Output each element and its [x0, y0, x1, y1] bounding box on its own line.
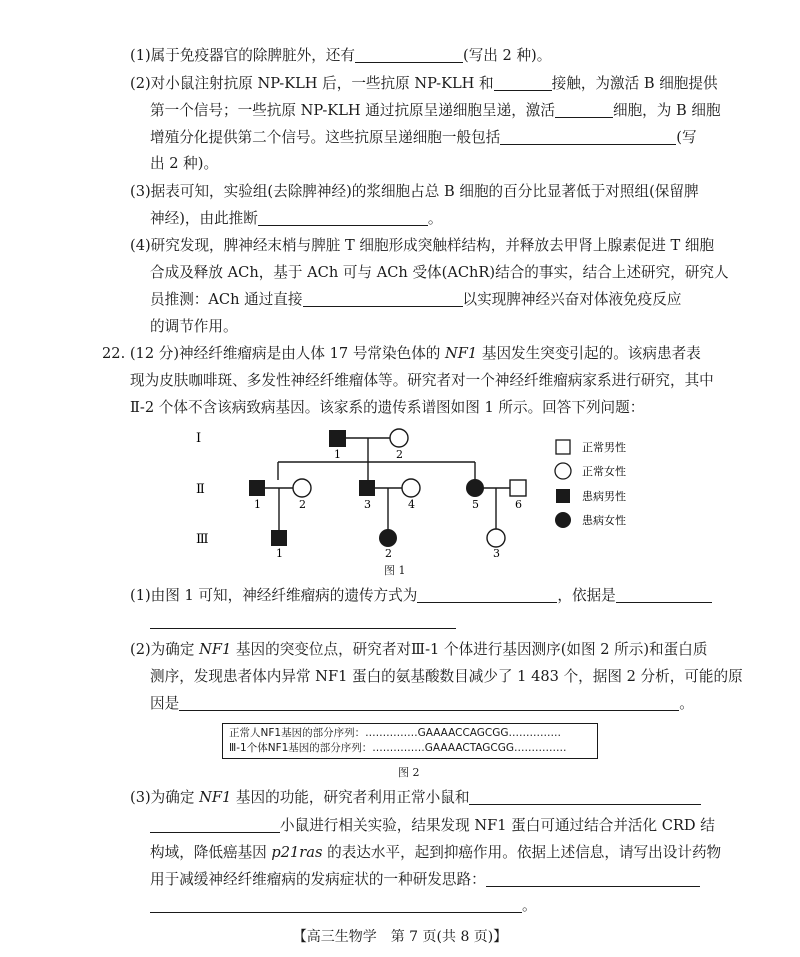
gen2-6-normal-male — [510, 480, 526, 496]
q21-part4-line3: 员推测：ACh 通过直接 以实现脾神经兴奋对体液免疫反应 — [150, 291, 682, 308]
gen3-2-affected-female — [379, 529, 397, 547]
q22-intro-line1: 22. (12 分)神经纤维瘤病是由人体 17 号常染色体的 NF1 基因发生突变引起的。该病患者表 — [102, 345, 701, 362]
svg-text:2: 2 — [396, 448, 403, 461]
q22-sub1-line1: (1)由图 1 可知，神经纤维瘤病的遗传方式为 ，依据是 — [130, 586, 712, 606]
gen1-normal-female — [390, 429, 408, 447]
svg-text:2: 2 — [299, 498, 306, 511]
q21-part3-line2: 神经)，由此推断 。 — [150, 210, 443, 227]
legend-normal-male-symbol — [556, 440, 570, 454]
svg-text:2: 2 — [385, 547, 392, 560]
svg-text:1: 1 — [254, 498, 261, 511]
q21-part4-line4: 的调节作用。 — [150, 318, 238, 335]
legend-normal-male: 正常男性 — [582, 441, 626, 454]
q22-sub3-line3: 构域，降低癌基因 p21ras 的表达水平，起到抑癌作用。依据上述信息，请写出设计药物 — [150, 844, 722, 861]
legend-normal-female: 正常女性 — [582, 465, 626, 478]
q21-part2-line2: 第一个信号；一些抗原 NP-KLH 通过抗原呈递细胞呈递，激活 细胞，为 B 细胞 — [150, 102, 721, 119]
gen2-1-affected-male — [249, 480, 265, 496]
q21-part2-line3: 增殖分化提供第二个信号。这些抗原呈递细胞一般包括 (写 — [150, 129, 697, 146]
svg-text:3: 3 — [364, 498, 371, 511]
q21-part4-line1: (4)研究发现，脾神经末梢与脾脏 T 细胞形成突触样结构，并释放去甲肾上腺素促进 T 细胞 — [130, 237, 715, 254]
figure1-caption: 图 1 — [384, 564, 406, 577]
q22-sub2-line1: (2)为确定 NF1 基因的突变位点，研究者对Ⅲ-1 个体进行基因测序(如图 2 所示)和蛋白质 — [130, 641, 708, 658]
q22-sub3-line5: 。 — [150, 896, 537, 916]
q22-intro-line3: Ⅱ-2 个体不含该病致病基因。该家系的遗传系谱图如图 1 所示。回答下列问题： — [130, 399, 645, 416]
gen3-1-affected-male — [271, 530, 287, 546]
sequence-normal: 正常人NF1基因的部分序列：……………GAAAACCAGCGG…………… — [229, 727, 562, 739]
page-footer: 【高三生物学 第 7 页(共 8 页)】 — [292, 929, 508, 945]
q21-part2-line1: (2)对小鼠注射抗原 NP-KLH 后，一些抗原 NP-KLH 和 接触，为激活 B 细胞提供 — [130, 75, 718, 92]
gen2-4-normal-female — [402, 479, 420, 497]
q22-sub2-line2: 测序，发现患者体内异常 NF1 蛋白的氨基酸数目减少了 1 483 个，据图 2 分析，可能的原 — [150, 668, 743, 685]
svg-text:6: 6 — [515, 498, 522, 511]
gen2-2-normal-female — [293, 479, 311, 497]
q22-sub3-line4: 用于减缓神经纤维瘤病的发病症状的一种研发思路： — [150, 870, 700, 890]
q22-sub3-line2: 小鼠进行相关实验，结果发现 NF1 蛋白可通过结合并活化 CRD 结 — [150, 816, 715, 836]
q21-part1: (1)属于免疫器官的除脾脏外，还有 (写出 2 种)。 — [130, 47, 552, 64]
legend-affected-male-symbol — [556, 489, 570, 503]
q22-sub3-line1: (3)为确定 NF1 基因的功能，研究者利用正常小鼠和 — [130, 788, 701, 808]
gen-label-1: Ⅰ — [196, 431, 202, 446]
sequence-figure — [222, 723, 598, 759]
legend-affected-female-symbol — [555, 512, 571, 528]
gen-label-2: Ⅱ — [196, 482, 205, 497]
gen2-3-affected-male — [359, 480, 375, 496]
legend-affected-female: 患病女性 — [582, 514, 626, 527]
q21-part4-line2: 合成及释放 ACh，基于 ACh 可与 ACh 受体(AChR)结合的事实，结合上述研究，研究人 — [150, 264, 729, 281]
figure2-caption: 图 2 — [398, 766, 420, 779]
legend-affected-male: 患病男性 — [582, 490, 626, 503]
legend-normal-female-symbol — [555, 463, 571, 479]
q22-sub1-line2 — [150, 612, 456, 632]
q21-part2-line4: 出 2 种)。 — [150, 155, 219, 172]
svg-text:1: 1 — [276, 547, 283, 560]
q21-part3-line1: (3)据表可知，实验组(去除脾神经)的浆细胞占总 B 细胞的百分比显著低于对照组(保留脾 — [130, 183, 699, 200]
svg-text:5: 5 — [472, 498, 479, 511]
gen-label-3: Ⅲ — [196, 532, 209, 547]
svg-text:3: 3 — [493, 547, 500, 560]
gen2-5-affected-female — [466, 479, 484, 497]
sequence-patient: Ⅲ-1个体NF1基因的部分序列：……………GAAAACTAGCGG…………… — [229, 742, 567, 754]
gen3-3-normal-female — [487, 529, 505, 547]
svg-text:4: 4 — [408, 498, 415, 511]
svg-text:1: 1 — [334, 448, 341, 461]
q22-intro-line2: 现为皮肤咖啡斑、多发性神经纤维瘤体等。研究者对一个神经纤维瘤病家系进行研究，其中 — [130, 372, 714, 389]
q22-sub2-line3: 因是 。 — [150, 695, 694, 712]
gen1-affected-male — [329, 430, 346, 447]
